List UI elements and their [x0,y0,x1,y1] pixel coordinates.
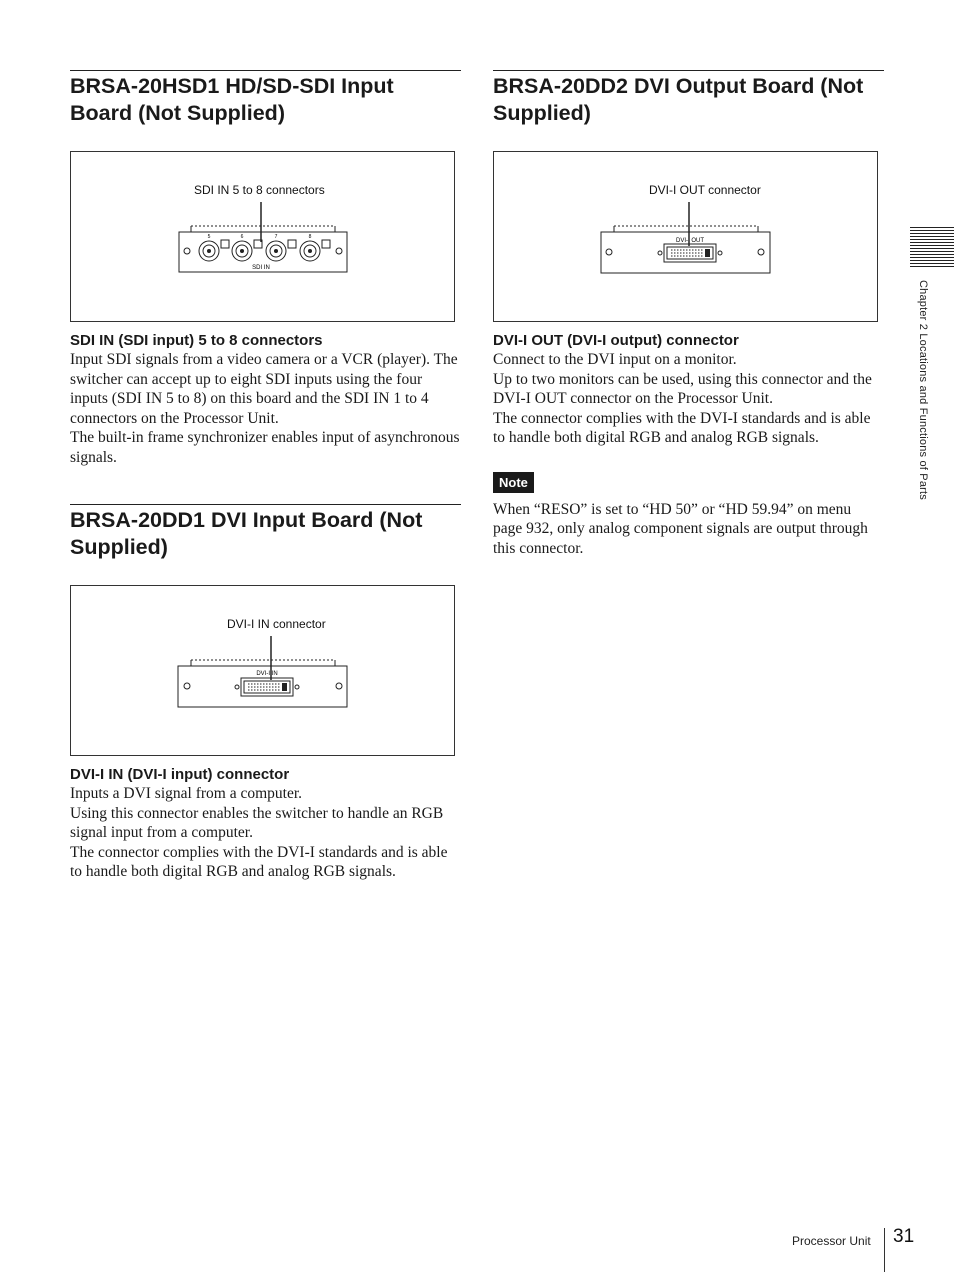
footer-divider [884,1228,885,1272]
left-column [70,70,461,882]
chapter-side-label: Chapter 2 Locations and Functions of Parts [917,280,929,500]
footer-section-label: Processor Unit [792,1234,871,1248]
subtitle-dvi-out-connector: DVI-I OUT (DVI-I output) connector [493,332,739,349]
dvi-out-board-illustration [494,152,877,321]
port-number-7: 7 [274,234,278,240]
note-badge: Note [493,472,534,493]
paragraph: The built-in frame synchronizer enables input of asynchronous signals. [70,429,460,466]
figure-label-sdi: SDI IN 5 to 8 connectors [194,183,325,197]
note-text: When “RESO” is set to “HD 50” or “HD 59.94” on menu page 932, only analog component signals are output through this connector. [493,500,868,557]
paragraph: Inputs a DVI signal from a computer. [70,785,303,802]
port-number-8: 8 [308,234,312,240]
section-title-dvi-output-board: BRSA-20DD2 DVI Output Board (Not Supplied) [493,70,884,127]
page-number: 31 [893,1226,915,1247]
paragraph: Up to two monitors can be used, using this connector and the DVI-I OUT connector on the Processor Unit. [493,370,872,407]
panel-text-dvi-in: DVI-I IN [256,671,278,677]
dvi-in-board-illustration [71,586,454,755]
subtitle-sdi-in-connectors: SDI IN (SDI input) 5 to 8 connectors [70,332,323,349]
figure-dvi-output-board [493,151,878,322]
panel-text-dvi-out: DVI-I OUT [676,238,704,244]
chapter-tab-stripes [910,227,954,271]
figure-label-dvi-out: DVI-I OUT connector [649,183,761,197]
figure-sdi-input-board [70,151,455,322]
paragraph: The connector complies with the DVI-I standards and is able to handle both digital RGB and analog RGB signals. [70,843,448,880]
paragraph: The connector complies with the DVI-I standards and is able to handle both digital RGB and analog RGB signals. [493,409,871,446]
subtitle-dvi-in-connector: DVI-I IN (DVI-I input) connector [70,766,290,783]
section-title-dvi-input-board: BRSA-20DD1 DVI Input Board (Not Supplied) [70,504,461,561]
right-column [493,70,884,558]
section-title-sdi-input-board: BRSA-20HSD1 HD/SD-SDI Input Board (Not Supplied) [70,70,461,127]
port-number-6: 6 [240,234,244,240]
figure-label-dvi-in: DVI-I IN connector [227,617,326,631]
figure-dvi-input-board [70,585,455,756]
port-number-5: 5 [207,234,211,240]
paragraph: Input SDI signals from a video camera or a VCR (player). The switcher can accept up to eight SDI inputs using the four inputs (SDI IN 5 to 8) on this board and the SDI IN 1 to 4 connectors on the Processor Unit. [70,351,458,427]
panel-text-sdi-in: SDI IN [252,265,270,271]
paragraph: Connect to the DVI input on a monitor. [493,351,737,368]
sdi-board-illustration [71,152,454,321]
paragraph: Using this connector enables the switcher to handle an RGB signal input from a computer. [70,804,444,841]
